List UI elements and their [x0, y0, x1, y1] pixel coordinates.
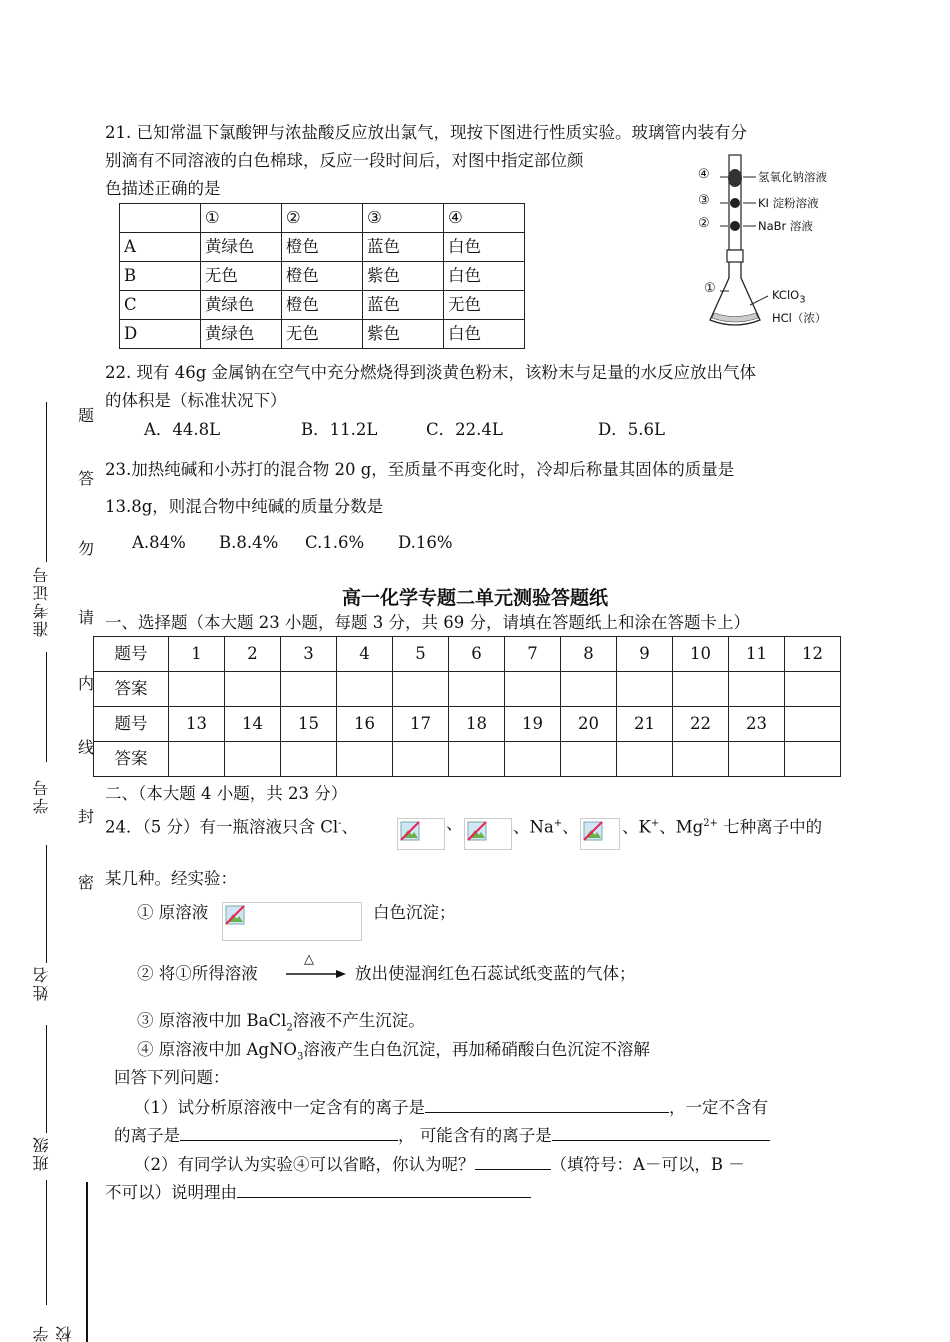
label-number: 题号	[94, 637, 169, 672]
q24-step2-b: 放出使湿润红色石蕊试纸变蓝的气体；	[355, 964, 636, 983]
q23-option-a: A.84%	[132, 533, 186, 552]
answer-sheet-title: 高一化学专题二单元测验答题纸	[341, 587, 608, 609]
seal-char: 勿	[78, 539, 95, 558]
step4-text-end: 溶液产生白色沉淀，再加稀硝酸白色沉淀不溶解	[303, 1040, 650, 1059]
p2-prompt-cont: （填符号：A－可以，B －	[550, 1155, 745, 1174]
table-cell: 紫色	[362, 320, 443, 349]
table-row	[94, 672, 841, 707]
step3-text-end: 溶液不产生沉淀。	[292, 1011, 425, 1030]
figure-kclo3-sub: 3	[799, 294, 806, 306]
q23-option-c: C.1.6%	[305, 533, 365, 552]
q24-step3	[137, 1010, 425, 1039]
q21-line2: 别滴有不同溶液的白色棉球，反应一段时间后，对图中指定部位颜	[105, 151, 584, 170]
figure-label-1: ①	[704, 281, 716, 296]
number-cell: 13	[169, 707, 225, 742]
field-line	[46, 652, 47, 762]
heat-symbol: △	[304, 952, 314, 967]
number-cell: 23	[729, 707, 785, 742]
table-cell: 无色	[443, 291, 524, 320]
number-cell: 9	[617, 637, 673, 672]
number-cell: 4	[337, 637, 393, 672]
p2-reason-prompt: 不可以）说明理由	[105, 1183, 237, 1202]
answer-cell[interactable]	[281, 742, 337, 777]
answer-cell[interactable]	[225, 742, 281, 777]
table-cell: ③	[362, 204, 443, 233]
q24-step2-a: ② 将①所得溶液	[137, 964, 258, 983]
table-cell: 黄绿色	[200, 291, 281, 320]
answer-cell[interactable]	[729, 742, 785, 777]
figure-hcl: HCl（浓）	[772, 311, 827, 325]
p1-prompt: （1）试分析原溶液中一定含有的离子是	[134, 1098, 425, 1117]
answer-cell[interactable]	[785, 672, 841, 707]
number-cell: 21	[617, 707, 673, 742]
table-cell: 黄绿色	[200, 320, 281, 349]
table-row	[120, 233, 525, 262]
mg-text: 、Mg	[659, 817, 704, 837]
table-cell: 黄绿色	[200, 233, 281, 262]
answer-cell[interactable]	[225, 672, 281, 707]
number-cell: 20	[561, 707, 617, 742]
field-line	[46, 1180, 47, 1305]
q24-step1-b: 白色沉淀；	[373, 903, 456, 922]
na-charge: +	[553, 818, 563, 829]
answer-cell[interactable]	[785, 742, 841, 777]
answer-cell[interactable]	[449, 672, 505, 707]
table-row	[120, 291, 525, 320]
table-cell: ①	[200, 204, 281, 233]
answer-cell[interactable]	[337, 742, 393, 777]
table-cell: 白色	[443, 233, 524, 262]
q24-step4	[137, 1039, 650, 1068]
answer-cell[interactable]	[505, 742, 561, 777]
q24-intro-a	[105, 813, 358, 839]
answer-cell[interactable]	[729, 672, 785, 707]
answer-cell[interactable]	[169, 742, 225, 777]
blank-choice[interactable]	[475, 1153, 551, 1170]
p2-prompt: （2）有同学认为实验④可以省略，你认为呢？	[134, 1155, 475, 1174]
table-row	[120, 204, 525, 233]
figure-label-2: ②	[698, 216, 710, 231]
table-cell: 橙色	[281, 291, 362, 320]
table-row	[94, 742, 841, 777]
label-answer: 答案	[94, 672, 169, 707]
broken-image-icon	[583, 821, 603, 841]
number-cell: 19	[505, 707, 561, 742]
ion-image-2	[464, 818, 512, 850]
number-cell: 11	[729, 637, 785, 672]
number-cell: 7	[505, 637, 561, 672]
q23-line2: 13.8g，则混合物中纯碱的质量分数是	[105, 497, 384, 516]
k-charge: +	[650, 818, 660, 829]
label-answer: 答案	[94, 742, 169, 777]
table-row	[120, 262, 525, 291]
table-cell: 紫色	[362, 262, 443, 291]
step4-text: ④ 原溶液中加 AgNO	[137, 1040, 297, 1059]
number-cell: 12	[785, 637, 841, 672]
na-text: 、Na	[513, 817, 554, 837]
p1-prompt-ions: 的离子是	[114, 1126, 180, 1145]
heat-arrow	[286, 952, 346, 982]
section1-heading: 一、选择题（本大题 23 小题，每题 3 分，共 69 分，请填在答题纸上和涂在答题卡上）	[105, 613, 750, 632]
field-line	[46, 845, 47, 963]
number-cell: 22	[673, 707, 729, 742]
broken-image-icon	[225, 905, 245, 925]
p1-prompt-maybe: ， 可能含有的离子是	[398, 1126, 552, 1145]
blank-may-contain[interactable]	[552, 1124, 770, 1141]
seal-char: 密	[78, 873, 95, 892]
table-cell: 白色	[443, 320, 524, 349]
number-cell: 5	[393, 637, 449, 672]
table-cell: 橙色	[281, 233, 362, 262]
number-cell: 17	[393, 707, 449, 742]
figure-kclo3	[772, 288, 806, 305]
number-cell: 16	[337, 707, 393, 742]
number-cell: 15	[281, 707, 337, 742]
table-cell: ④	[443, 204, 524, 233]
answer-cell[interactable]	[169, 672, 225, 707]
q21-line1: 21. 已知常温下氯酸钾与浓盐酸反应放出氯气，现按下图进行性质实验。玻璃管内装有分	[105, 123, 747, 142]
seal-char: 题	[78, 406, 95, 425]
q21-table	[119, 203, 525, 349]
number-cell: 18	[449, 707, 505, 742]
table-row	[94, 637, 841, 672]
reaction-image	[222, 902, 362, 941]
answer-cell[interactable]	[449, 742, 505, 777]
field-line	[46, 402, 47, 562]
figure-solution-naoh: 氢氧化钠溶液	[758, 170, 827, 184]
number-cell	[785, 707, 841, 742]
q24-p1-line1	[134, 1096, 768, 1119]
answer-cell[interactable]	[393, 672, 449, 707]
table-cell: 蓝色	[362, 291, 443, 320]
mg-charge: 2+	[703, 818, 718, 829]
step3-sub: 2	[286, 1022, 293, 1034]
seal-char: 线	[78, 738, 95, 757]
number-cell: 14	[225, 707, 281, 742]
blank-must-not-contain[interactable]	[180, 1124, 398, 1141]
q24-p2-line2	[105, 1181, 531, 1204]
seal-char: 封	[78, 807, 95, 826]
answer-cell[interactable]	[673, 742, 729, 777]
separator: 、	[562, 817, 579, 837]
answer-cell[interactable]	[673, 672, 729, 707]
number-cell: 8	[561, 637, 617, 672]
field-line	[46, 1025, 47, 1133]
step4-sub: 3	[296, 1051, 304, 1063]
table-cell: 无色	[200, 262, 281, 291]
table-cell: 无色	[281, 320, 362, 349]
figure-solution-ki: KI 淀粉溶液	[758, 196, 819, 210]
figure-label-4: ④	[698, 167, 710, 182]
q24-line2: 某几种。经实验：	[105, 869, 237, 888]
answer-cell[interactable]	[561, 672, 617, 707]
q22-option-a: A．44.8L	[144, 420, 221, 439]
answer-cell[interactable]	[281, 672, 337, 707]
table-cell: C	[120, 291, 201, 320]
field-label-class[interactable]: 班级	[32, 1135, 51, 1171]
number-cell: 10	[673, 637, 729, 672]
seal-char: 答	[78, 469, 95, 488]
field-label-student-no[interactable]: 学号	[32, 778, 51, 814]
q24-p2-line1	[134, 1153, 745, 1176]
q24-sep2: 、	[446, 814, 463, 833]
q24-step1-a: ① 原溶液	[137, 903, 209, 922]
q22-line2: 的体积是（标准状况下）	[105, 391, 287, 410]
field-label-school[interactable]: 学校	[32, 1324, 74, 1342]
answer-cell[interactable]	[505, 672, 561, 707]
number-cell: 3	[281, 637, 337, 672]
blank-reason[interactable]	[237, 1181, 531, 1198]
binding-line	[86, 1182, 88, 1342]
q22-option-b: B．11.2L	[301, 420, 378, 439]
section2-heading: 二、（本大题 4 小题，共 23 分）	[105, 784, 348, 803]
table-cell: D	[120, 320, 201, 349]
separator: 、	[341, 817, 359, 837]
answer-cell[interactable]	[561, 742, 617, 777]
q24-na	[513, 813, 579, 839]
table-cell: 白色	[443, 262, 524, 291]
answer-cell[interactable]	[617, 672, 673, 707]
table-cell: 橙色	[281, 262, 362, 291]
table-cell: A	[120, 233, 201, 262]
seal-char: 内	[78, 674, 95, 693]
table-cell: ②	[281, 204, 362, 233]
broken-image-icon	[400, 821, 420, 841]
number-cell: 6	[449, 637, 505, 672]
figure-label-3: ③	[698, 193, 710, 208]
q21-line3: 色描述正确的是	[105, 179, 221, 198]
q24-intro-end: 七种离子中的	[717, 817, 823, 837]
answer-cell[interactable]	[337, 672, 393, 707]
figure-solution-nabr: NaBr 溶液	[758, 219, 813, 233]
answer-cell[interactable]	[393, 742, 449, 777]
table-row	[94, 707, 841, 742]
number-cell: 2	[225, 637, 281, 672]
table-cell: B	[120, 262, 201, 291]
broken-image-icon	[467, 821, 487, 841]
label-number: 题号	[94, 707, 169, 742]
q24-p1-line2	[114, 1124, 770, 1147]
step3-text: ③ 原溶液中加 BaCl	[137, 1011, 287, 1030]
q22-option-d: D．5.6L	[598, 420, 665, 439]
number-cell: 1	[169, 637, 225, 672]
ion-image-1	[397, 818, 445, 850]
apparatus-figure	[698, 150, 848, 335]
answer-grid	[93, 636, 841, 777]
p1-prompt-cont: ，一定不含有	[669, 1098, 768, 1117]
seal-char: 请	[78, 608, 95, 627]
field-label-exam-id[interactable]: 准考证号	[32, 565, 51, 637]
table-cell: 蓝色	[362, 233, 443, 262]
cl-charge: -	[338, 818, 342, 829]
heat-arrow-icon	[286, 958, 346, 982]
q24-intro-text: 24．（5 分）有一瓶溶液只含 Cl	[105, 817, 339, 837]
field-label-name[interactable]: 姓名	[32, 965, 51, 1001]
answer-cell[interactable]	[617, 742, 673, 777]
q24-k-mg	[622, 813, 822, 839]
q22-line1: 22. 现有 46g 金属钠在空气中充分燃烧得到淡黄色粉末，该粉末与足量的水反应放出气体	[105, 363, 757, 382]
q22-option-c: C．22.4L	[426, 420, 503, 439]
table-cell	[120, 204, 201, 233]
blank-must-contain[interactable]	[425, 1096, 669, 1113]
ion-image-3	[580, 818, 620, 850]
q24-answer-intro: 回答下列问题：	[114, 1068, 230, 1087]
table-row	[120, 320, 525, 349]
figure-kclo3-text: KClO	[772, 288, 800, 302]
q23-line1: 23.加热纯碱和小苏打的混合物 20 g，至质量不再变化时，冷却后称量其固体的质量是	[105, 460, 735, 479]
k-text: 、K	[622, 817, 651, 837]
q23-option-d: D.16%	[398, 533, 453, 552]
q23-option-b: B.8.4%	[219, 533, 279, 552]
